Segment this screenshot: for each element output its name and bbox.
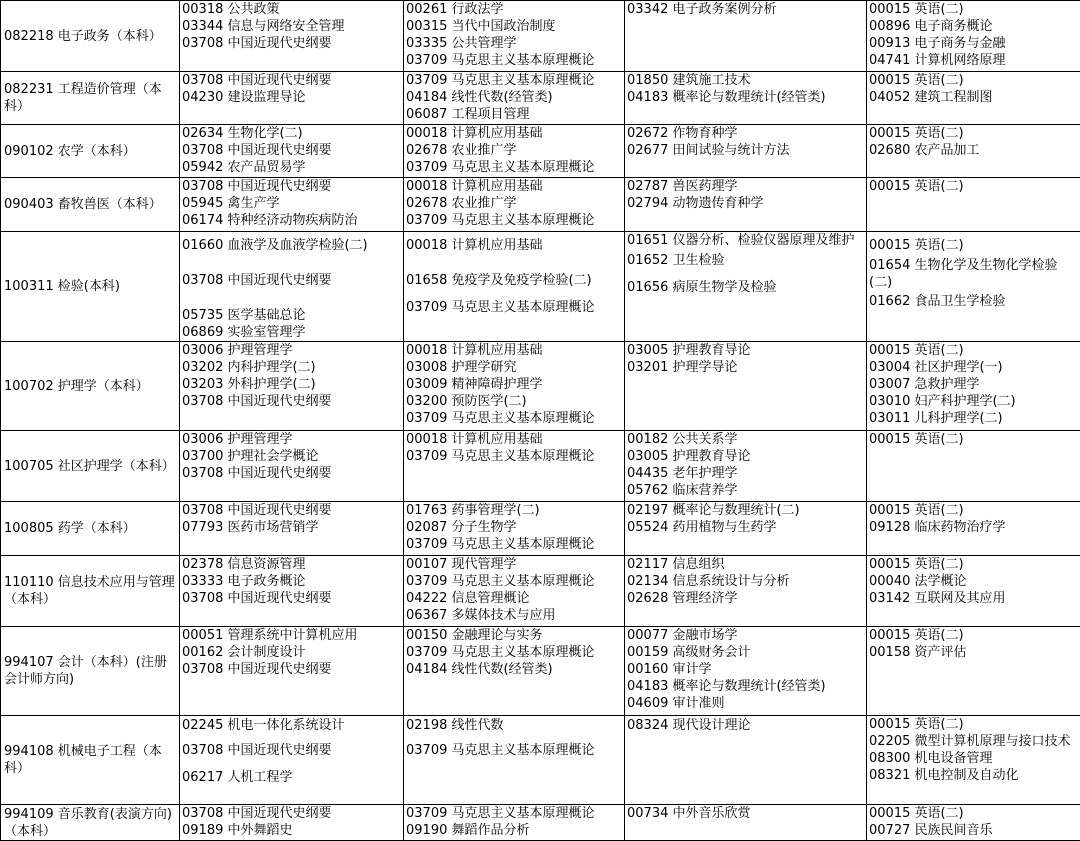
major-cell bbox=[1, 342, 180, 431]
course-item: 03200 预防医学(二) bbox=[406, 394, 527, 409]
course-item: 03202 内科护理学(二) bbox=[182, 360, 316, 375]
table-body bbox=[1, 1, 1080, 841]
course-cell bbox=[180, 556, 404, 627]
course-item: 03006 护理管理学 bbox=[182, 343, 293, 358]
course-item: 02677 田间试验与统计方法 bbox=[627, 143, 790, 158]
table-row bbox=[1, 716, 1080, 805]
course-item: 03708 中国近现代史纲要 bbox=[182, 466, 332, 481]
course-cell bbox=[404, 178, 625, 232]
course-item: 02628 管理经济学 bbox=[627, 591, 738, 606]
course-item: 00727 民族民间音乐 bbox=[869, 823, 993, 838]
course-item: 03709 马克思主义基本原理概论 bbox=[406, 160, 595, 175]
course-cell bbox=[867, 556, 1080, 627]
course-item: 03708 中国近现代史纲要 bbox=[182, 394, 332, 409]
course-item: 03004 社区护理学(一) bbox=[869, 360, 1003, 375]
course-item: 02378 信息资源管理 bbox=[182, 557, 306, 572]
course-item: 00734 中外音乐欣赏 bbox=[627, 806, 751, 821]
major-label: 100705 社区护理学（本科） bbox=[4, 458, 175, 474]
course-item: 02087 分子生物学 bbox=[406, 520, 517, 535]
course-item: 00913 电子商务与金融 bbox=[869, 36, 1006, 51]
course-cell bbox=[404, 431, 625, 502]
course-item: 00015 英语(二) bbox=[869, 126, 964, 141]
table-row bbox=[1, 1, 1080, 72]
course-item: 09190 舞蹈作品分析 bbox=[406, 823, 530, 838]
course-item: 01652 卫生检验 bbox=[627, 253, 725, 268]
course-item: 02678 农业推广学 bbox=[406, 143, 517, 158]
course-item: 03708 中国近现代史纲要 bbox=[182, 143, 332, 158]
course-item: 00015 英语(二) bbox=[869, 503, 964, 518]
course-cell bbox=[180, 342, 404, 431]
major-cell bbox=[1, 178, 180, 232]
course-item: 03708 中国近现代史纲要 bbox=[182, 73, 332, 88]
table-row bbox=[1, 178, 1080, 232]
course-cell bbox=[180, 125, 404, 178]
course-cell bbox=[404, 805, 625, 841]
course-cell bbox=[625, 805, 867, 841]
major-label: 090102 农学（本科） bbox=[4, 143, 136, 159]
course-item: 02794 动物遗传育种学 bbox=[627, 196, 764, 211]
course-item: 03708 中国近现代史纲要 bbox=[182, 503, 332, 518]
course-item: 00015 英语(二) bbox=[869, 717, 964, 732]
course-item: 07793 医药市场营销学 bbox=[182, 520, 319, 535]
course-item: 03700 护理社会学概论 bbox=[182, 449, 319, 464]
course-item: 02672 作物育种学 bbox=[627, 126, 738, 141]
course-item: 03010 妇产科护理学(二) bbox=[869, 394, 1016, 409]
course-item: 00015 英语(二) bbox=[869, 343, 964, 358]
course-item: 06367 多媒体技术与应用 bbox=[406, 608, 556, 623]
course-item: 00150 金融理论与实务 bbox=[406, 628, 543, 643]
course-cell bbox=[867, 716, 1080, 805]
table-row bbox=[1, 72, 1080, 125]
course-item: 03005 护理教育导论 bbox=[627, 449, 751, 464]
course-item: 03344 信息与网络安全管理 bbox=[182, 19, 345, 34]
table-row bbox=[1, 342, 1080, 431]
table-row bbox=[1, 431, 1080, 502]
table-row bbox=[1, 502, 1080, 556]
course-item: 02787 兽医药理学 bbox=[627, 179, 738, 194]
course-item: 00261 行政法学 bbox=[406, 2, 504, 17]
major-cell bbox=[1, 1, 180, 72]
course-item: 00015 英语(二) bbox=[869, 73, 964, 88]
course-item: 00158 资产评估 bbox=[869, 645, 967, 660]
table-row bbox=[1, 556, 1080, 627]
course-cell bbox=[867, 342, 1080, 431]
course-item: 04184 线性代数(经管类) bbox=[406, 662, 553, 677]
course-cell bbox=[180, 431, 404, 502]
course-item: 00015 英语(二) bbox=[869, 238, 964, 253]
course-item: 03142 互联网及其应用 bbox=[869, 591, 1006, 606]
course-item: 01850 建筑施工技术 bbox=[627, 73, 751, 88]
major-cell bbox=[1, 125, 180, 178]
course-item: 05735 医学基础总论 bbox=[182, 308, 306, 323]
major-cell bbox=[1, 232, 180, 342]
course-item: 03006 护理管理学 bbox=[182, 432, 293, 447]
course-item: 00018 计算机应用基础 bbox=[406, 343, 543, 358]
course-item: 02245 机电一体化系统设计 bbox=[182, 718, 345, 733]
course-item: 03709 马克思主义基本原理概论 bbox=[406, 449, 595, 464]
major-label: 994108 机械电子工程（本科） bbox=[4, 744, 162, 776]
course-item: 00315 当代中国政治制度 bbox=[406, 19, 556, 34]
major-cell bbox=[1, 72, 180, 125]
course-cell bbox=[867, 178, 1080, 232]
course-item: 02680 农产品加工 bbox=[869, 143, 980, 158]
course-item: 03708 中国近现代史纲要 bbox=[182, 806, 332, 821]
course-item: 03708 中国近现代史纲要 bbox=[182, 36, 332, 51]
course-item: 02197 概率论与数理统计(二) bbox=[627, 503, 800, 518]
course-item: 06217 人机工程学 bbox=[182, 770, 293, 785]
course-item: 03708 中国近现代史纲要 bbox=[182, 662, 332, 677]
major-cell bbox=[1, 431, 180, 502]
course-cell bbox=[180, 502, 404, 556]
course-item: 04435 老年护理学 bbox=[627, 466, 738, 481]
course-item: 03709 马克思主义基本原理概论 bbox=[406, 411, 595, 426]
course-item: 00051 管理系统中计算机应用 bbox=[182, 628, 358, 643]
course-item: 03708 中国近现代史纲要 bbox=[182, 591, 332, 606]
course-item: 04609 审计准则 bbox=[627, 696, 725, 711]
table-row bbox=[1, 232, 1080, 342]
course-item: 03709 马克思主义基本原理概论 bbox=[406, 806, 595, 821]
course-cell bbox=[404, 72, 625, 125]
course-cell bbox=[625, 502, 867, 556]
course-item: 03708 中国近现代史纲要 bbox=[182, 273, 332, 288]
course-item: 01654 生物化学及生物化学检验(二) bbox=[869, 258, 1058, 290]
course-cell bbox=[867, 431, 1080, 502]
course-item: 02134 信息系统设计与分析 bbox=[627, 574, 790, 589]
major-label: 090403 畜牧兽医（本科） bbox=[4, 197, 162, 212]
course-item: 03005 护理教育导论 bbox=[627, 343, 751, 358]
course-item: 00015 英语(二) bbox=[869, 432, 964, 447]
course-item: 01656 病原生物学及检验 bbox=[627, 280, 777, 295]
course-cell bbox=[404, 502, 625, 556]
course-item: 00040 法学概论 bbox=[869, 574, 967, 589]
course-cell bbox=[180, 716, 404, 805]
course-item: 00018 计算机应用基础 bbox=[406, 238, 543, 253]
course-item: 08300 机电设备管理 bbox=[869, 751, 993, 766]
major-cell bbox=[1, 627, 180, 716]
course-cell bbox=[404, 716, 625, 805]
course-item: 00162 会计制度设计 bbox=[182, 645, 306, 660]
course-cell bbox=[867, 1, 1080, 72]
major-label: 082231 工程造价管理（本科） bbox=[4, 82, 162, 114]
course-item: 00015 英语(二) bbox=[869, 2, 964, 17]
major-cell bbox=[1, 805, 180, 841]
course-item: 01658 免疫学及免疫学检验(二) bbox=[406, 273, 592, 288]
course-item: 01763 药事管理学(二) bbox=[406, 503, 540, 518]
course-item: 00160 审计学 bbox=[627, 662, 712, 677]
course-cell bbox=[404, 125, 625, 178]
course-cell bbox=[625, 431, 867, 502]
major-cell bbox=[1, 502, 180, 556]
course-item: 01662 食品卫生学检验 bbox=[869, 294, 1006, 309]
course-item: 00107 现代管理学 bbox=[406, 557, 517, 572]
course-item: 00018 计算机应用基础 bbox=[406, 432, 543, 447]
course-cell bbox=[404, 232, 625, 342]
course-item: 03709 马克思主义基本原理概论 bbox=[406, 743, 595, 758]
table-row bbox=[1, 805, 1080, 841]
course-item: 03342 电子政务案例分析 bbox=[627, 2, 777, 17]
course-item: 00018 计算机应用基础 bbox=[406, 126, 543, 141]
course-item: 03007 急救护理学 bbox=[869, 377, 980, 392]
course-cell bbox=[404, 627, 625, 716]
course-item: 03709 马克思主义基本原理概论 bbox=[406, 213, 595, 228]
course-item: 00018 计算机应用基础 bbox=[406, 179, 543, 194]
course-item: 03708 中国近现代史纲要 bbox=[182, 179, 332, 194]
major-label: 110110 信息技术应用与管理（本科） bbox=[4, 575, 175, 607]
course-item: 00182 公共关系学 bbox=[627, 432, 738, 447]
course-item: 00015 英语(二) bbox=[869, 179, 964, 194]
major-label: 100702 护理学（本科） bbox=[4, 378, 149, 394]
course-item: 05524 药用植物与生药学 bbox=[627, 520, 777, 535]
course-cell bbox=[867, 627, 1080, 716]
course-item: 09128 临床药物治疗学 bbox=[869, 520, 1006, 535]
course-item: 03709 马克思主义基本原理概论 bbox=[406, 73, 595, 88]
course-item: 03009 精神障碍护理学 bbox=[406, 377, 543, 392]
course-cell bbox=[180, 627, 404, 716]
course-item: 02117 信息组织 bbox=[627, 557, 725, 572]
course-item: 05762 临床营养学 bbox=[627, 483, 738, 498]
course-item: 02198 线性代数 bbox=[406, 718, 504, 733]
major-label: 994109 音乐教育(表演方向)（本科） bbox=[4, 806, 172, 839]
major-label: 082218 电子政务（本科） bbox=[4, 28, 162, 44]
course-cell bbox=[180, 232, 404, 342]
course-item: 00896 电子商务概论 bbox=[869, 19, 993, 34]
course-item: 03333 电子政务概论 bbox=[182, 574, 306, 589]
course-item: 06174 特种经济动物疾病防治 bbox=[182, 213, 358, 228]
course-item: 00159 高级财务会计 bbox=[627, 645, 751, 660]
course-item: 06087 工程项目管理 bbox=[406, 107, 530, 122]
course-item: 03709 马克思主义基本原理概论 bbox=[406, 53, 595, 68]
course-cell bbox=[404, 556, 625, 627]
major-label: 100805 药学（本科） bbox=[4, 521, 136, 536]
course-cell bbox=[180, 805, 404, 841]
course-item: 03008 护理学研究 bbox=[406, 360, 517, 375]
course-item: 01651 仪器分析、检验仪器原理及维护 bbox=[627, 233, 855, 248]
course-item: 01660 血液学及血液学检验(二) bbox=[182, 238, 368, 253]
course-item: 08321 机电控制及自动化 bbox=[869, 768, 1019, 783]
table-row bbox=[1, 627, 1080, 716]
course-item: 00015 英语(二) bbox=[869, 628, 964, 643]
major-label: 100311 检验(本科) bbox=[4, 279, 120, 294]
course-item: 04230 建设监理导论 bbox=[182, 90, 306, 105]
course-cell bbox=[180, 178, 404, 232]
course-item: 03203 外科护理学(二) bbox=[182, 377, 316, 392]
course-cell bbox=[625, 627, 867, 716]
course-item: 03709 马克思主义基本原理概论 bbox=[406, 537, 595, 552]
course-item: 00077 金融市场学 bbox=[627, 628, 738, 643]
course-cell bbox=[404, 1, 625, 72]
course-item: 04183 概率论与数理统计(经管类) bbox=[627, 90, 826, 105]
course-cell bbox=[625, 178, 867, 232]
course-item: 06869 实验室管理学 bbox=[182, 325, 306, 340]
course-item: 02205 微型计算机原理与接口技术 bbox=[869, 734, 1071, 749]
course-cell bbox=[625, 342, 867, 431]
course-item: 03709 马克思主义基本原理概论 bbox=[406, 645, 595, 660]
course-item: 00015 英语(二) bbox=[869, 557, 964, 572]
course-item: 04222 信息管理概论 bbox=[406, 591, 530, 606]
course-item: 04741 计算机网络原理 bbox=[869, 53, 1006, 68]
course-cell bbox=[867, 502, 1080, 556]
course-item: 09189 中外舞蹈史 bbox=[182, 823, 293, 838]
course-cell bbox=[180, 1, 404, 72]
course-item: 03708 中国近现代史纲要 bbox=[182, 743, 332, 758]
major-label: 994107 会计（本科）(注册会计师方向) bbox=[4, 655, 167, 687]
course-cell bbox=[180, 72, 404, 125]
course-cell bbox=[625, 232, 867, 342]
course-item: 00318 公共政策 bbox=[182, 2, 280, 17]
course-item: 02634 生物化学(二) bbox=[182, 126, 303, 141]
course-item: 03011 儿科护理学(二) bbox=[869, 411, 1003, 426]
course-item: 05945 禽生产学 bbox=[182, 196, 280, 211]
course-cell bbox=[404, 342, 625, 431]
course-item: 03201 护理学导论 bbox=[627, 360, 738, 375]
course-item: 04052 建筑工程制图 bbox=[869, 90, 993, 105]
course-item: 04184 线性代数(经管类) bbox=[406, 90, 553, 105]
course-item: 03335 公共管理学 bbox=[406, 36, 517, 51]
course-cell bbox=[867, 125, 1080, 178]
course-cell bbox=[867, 805, 1080, 841]
major-cell bbox=[1, 716, 180, 805]
course-cell bbox=[625, 556, 867, 627]
table-row bbox=[1, 125, 1080, 178]
course-cell bbox=[625, 1, 867, 72]
major-cell bbox=[1, 556, 180, 627]
course-cell bbox=[625, 125, 867, 178]
course-cell bbox=[867, 72, 1080, 125]
course-item: 04183 概率论与数理统计(经管类) bbox=[627, 679, 826, 694]
course-item: 02678 农业推广学 bbox=[406, 196, 517, 211]
course-item: 03709 马克思主义基本原理概论 bbox=[406, 300, 595, 315]
course-cell bbox=[625, 716, 867, 805]
course-cell bbox=[867, 232, 1080, 342]
course-item: 08324 现代设计理论 bbox=[627, 718, 751, 733]
course-item: 00015 英语(二) bbox=[869, 806, 964, 821]
course-cell bbox=[625, 72, 867, 125]
course-item: 03709 马克思主义基本原理概论 bbox=[406, 574, 595, 589]
course-item: 05942 农产品贸易学 bbox=[182, 160, 306, 175]
